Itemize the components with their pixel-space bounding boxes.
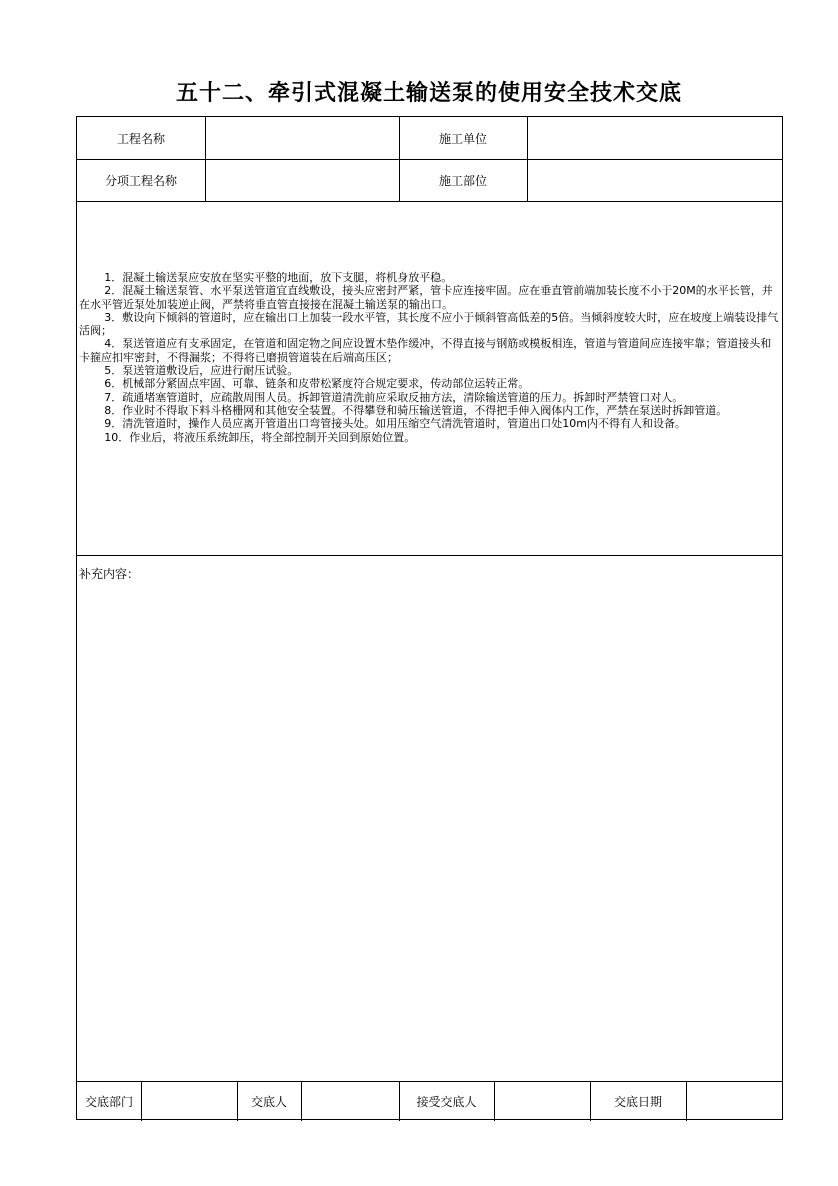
instruction-line: 3．敷设向下倾斜的管道时，应在输出口上加装一段水平管，其长度不应小于倾斜管高低差的5倍。当倾斜度较大时，应在坡度上端装设排气活阀； xyxy=(79,310,779,338)
safety-instructions xyxy=(79,271,781,444)
sub-project-label: 分项工程名称 xyxy=(104,173,177,188)
person-label: 交底人 xyxy=(250,1094,287,1109)
construction-part-label: 施工部位 xyxy=(438,173,487,188)
supplement-label: 补充内容： xyxy=(79,567,140,581)
receiver-field[interactable] xyxy=(494,1081,590,1121)
instruction-line: 6．机械部分紧固点牢固、可靠、链条和皮带松紧度符合规定要求，传动部位运转正常。 xyxy=(104,377,530,391)
construction-part-field[interactable] xyxy=(527,159,783,201)
row-divider xyxy=(77,555,782,556)
construction-unit-field[interactable] xyxy=(527,117,783,159)
handover-form xyxy=(76,116,783,1120)
date-field[interactable] xyxy=(686,1081,783,1121)
project-name-label: 工程名称 xyxy=(116,131,165,146)
instruction-line: 7．疏通堵塞管道时，应疏散周围人员。拆卸管道清洗前应采取反抽方法，清除输送管道的压力。拆卸时严禁管口对人。 xyxy=(104,390,684,404)
date-label: 交底日期 xyxy=(613,1094,662,1109)
person-field[interactable] xyxy=(301,1081,399,1121)
project-name-field[interactable] xyxy=(205,117,399,159)
dept-field[interactable] xyxy=(141,1081,237,1121)
dept-label: 交底部门 xyxy=(84,1094,133,1109)
construction-unit-label: 施工单位 xyxy=(438,131,487,146)
instruction-line: 2．混凝土输送泵管、水平泵送管道宜直线敷设，接头应密封严紧，管卡应连接牢固。应在垂直管前端加装长度不小于20M的水平长管，并在水平管近泵处加装逆止阀，严禁将垂直管直接接在混凝土输送泵的输出口。 xyxy=(79,284,773,311)
instruction-line: 4．泵送管道应有支承固定，在管道和固定物之间应设置木垫作缓冲，不得直接与钢筋或模板相连，管道与管道间应连接牢靠；管道接头和卡箍应扣牢密封，不得漏浆；不得将已磨损管道装在后端高压区； xyxy=(79,337,772,364)
receiver-label: 接受交底人 xyxy=(416,1094,477,1109)
row-divider xyxy=(77,201,782,202)
sub-project-field[interactable] xyxy=(205,159,399,201)
instruction-line: 10．作业后，将液压系统卸压，将全部控制开关回到原始位置。 xyxy=(104,430,416,444)
instruction-line: 1．混凝土输送泵应安放在坚实平整的地面，放下支腿，将机身放平稳。 xyxy=(104,271,453,284)
instruction-line: 9．清洗管道时，操作人员应离开管道出口弯管接头处。如用压缩空气清洗管道时，管道出口处10m内不得有人和设备。 xyxy=(104,417,687,431)
document-title: 五十二、牵引式混凝土输送泵的使用安全技术交底 xyxy=(175,81,682,106)
instruction-line: 5．泵送管道敷设后，应进行耐压试验。 xyxy=(104,364,299,378)
instruction-line: 8．作业时不得取下料斗格栅网和其他安全装置。不得攀登和骑压输送管道，不得把手伸入阀体内工作，严禁在泵送时拆卸管道。 xyxy=(104,403,728,417)
